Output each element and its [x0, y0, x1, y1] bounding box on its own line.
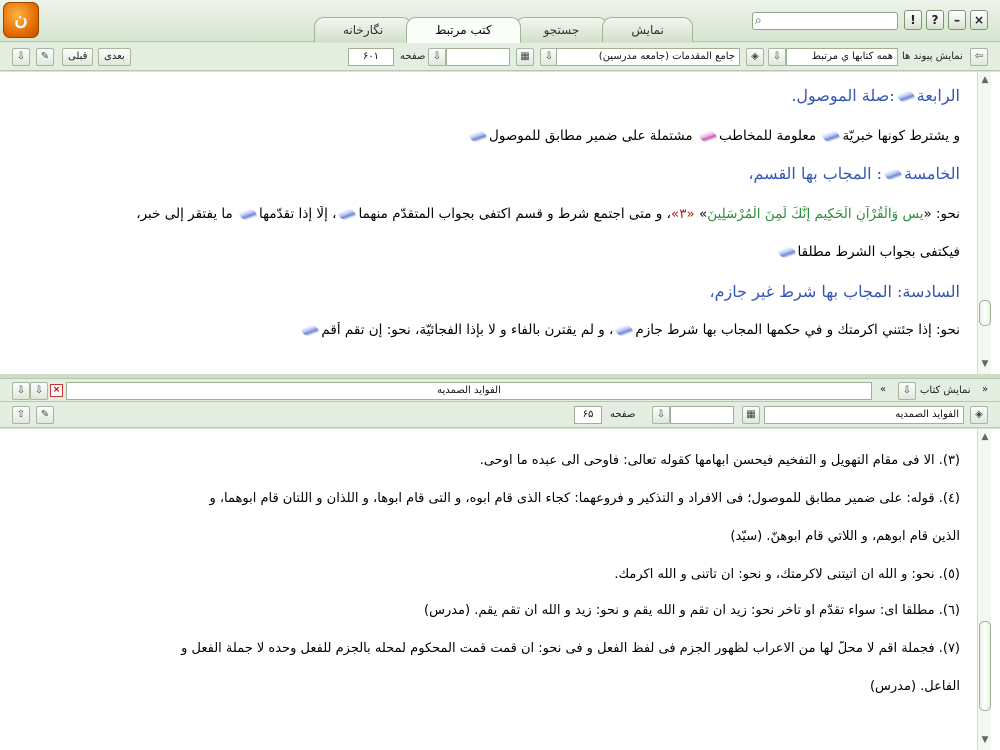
search-icon: ⌕: [755, 13, 762, 27]
up-arrow-icon[interactable]: ⇧: [12, 406, 30, 424]
close-button[interactable]: ×: [970, 10, 988, 30]
main-text-pane: [0, 72, 1000, 374]
note-pen-icon[interactable]: [338, 209, 356, 220]
title-bar: [0, 0, 1000, 42]
note-pen-icon[interactable]: [469, 131, 487, 142]
section-heading: الخامسة: المجاب بها القسم،: [748, 164, 960, 183]
scroll-up-icon[interactable]: ▲: [981, 432, 989, 442]
tag-icon[interactable]: ◈: [970, 406, 988, 424]
book-grid-icon[interactable]: ▦: [742, 406, 760, 424]
page-number-input[interactable]: ۶۰۱: [348, 48, 394, 66]
down-arrow-icon[interactable]: ⇩: [898, 382, 916, 400]
close-icon[interactable]: ×: [50, 384, 63, 397]
paragraph: نحو: إذا جئتني اكرمتك و في حكمها المجاب بها شرط جازم، و لم يقترن بالفاء و لا بإذا الفجائيّة، نحو: إن تقم أقم: [30, 322, 960, 338]
book-toolbar: [0, 43, 1000, 71]
scroll-down-icon[interactable]: ▼: [981, 359, 989, 369]
back-arrow-icon[interactable]: ⇦: [970, 48, 988, 66]
help-button[interactable]: ?: [926, 10, 944, 30]
tab-display[interactable]: نمایش: [602, 17, 693, 42]
quran-verse: يس وَالْقُرْآنِ الْحَكِيمِ إِنَّكَ لَمِنَ الْمُرْسَلِينَ: [707, 206, 924, 222]
paragraph: فيكتفى بجواب الشرط مطلقا: [30, 244, 960, 260]
note-pen-icon[interactable]: [699, 131, 717, 142]
page-search-input[interactable]: [446, 48, 510, 66]
next-button[interactable]: بعدى: [98, 48, 131, 66]
footnote-page-input[interactable]: ۶۵: [574, 406, 602, 424]
tab-gallery[interactable]: نگارخانه: [314, 17, 412, 42]
footnote-item: (٣). الّا فى مقام التهويل و التفخيم فيحسن ابهامها كقوله تعالى: فاوحى الى عبده ما اوحى.: [479, 453, 960, 468]
secondary-book-bar: [0, 378, 1000, 402]
down-arrow-icon[interactable]: ⇩: [768, 48, 786, 66]
section-heading: الرابعة:صلة الموصول.: [791, 86, 960, 105]
app-logo: ن: [3, 2, 39, 38]
book-grid-icon[interactable]: ▦: [516, 48, 534, 66]
links-label: نمایش پیوند ها: [902, 51, 963, 62]
alert-button[interactable]: !: [904, 10, 922, 30]
minimize-button[interactable]: –: [948, 10, 966, 30]
section-heading: السادسة: المجاب بها شرط غير جازم،: [709, 282, 960, 301]
secondary-book-title: الفوايد الصمديه: [66, 382, 872, 400]
footnote-item: (٦). مطلقا اى: سواء تقدّم او تأخر نحو: زيد ان تقم و اللّه يقم و نحو: زيد و اللّه ان تقم يقم. (مدرس): [424, 603, 960, 618]
wrench-icon[interactable]: ✎: [36, 48, 54, 66]
footnote-toolbar: [0, 402, 1000, 428]
note-pen-icon[interactable]: [615, 325, 633, 336]
vertical-scrollbar[interactable]: [977, 72, 991, 374]
related-books-select[interactable]: همه کتابها ي مرتبط: [786, 48, 898, 66]
prev-button[interactable]: قبلى: [62, 48, 93, 66]
down-arrow-icon[interactable]: ⇩: [652, 406, 670, 424]
tag-icon[interactable]: ◈: [746, 48, 764, 66]
footnote-search-input[interactable]: [670, 406, 734, 424]
note-pen-icon[interactable]: [778, 247, 796, 258]
scroll-thumb[interactable]: [979, 300, 991, 326]
tab-search[interactable]: جستجو: [515, 17, 609, 42]
note-pen-icon[interactable]: [822, 131, 840, 142]
footnotes-pane: [0, 429, 1000, 750]
footnote-ref[interactable]: «٣»: [670, 206, 695, 222]
note-pen-icon[interactable]: [301, 325, 319, 336]
quick-search-input[interactable]: [752, 12, 898, 30]
download-arrow-icon[interactable]: ⇩: [12, 48, 30, 66]
down-arrow-icon[interactable]: ⇩: [428, 48, 446, 66]
down-arrow-icon[interactable]: ⇩: [540, 48, 558, 66]
book-select[interactable]: جامع المقدمات (جامعه مدرسين): [556, 48, 740, 66]
footnote-item: (٤). قوله: على ضمير مطابق للموصول؛ فى الافراد و التذكير و فروعهما: كجاء الّذى قام ابوه، و الّتى قام ابوها، و اللّذان و اللتان قام ابوهما، و: [209, 491, 960, 506]
scroll-up-icon[interactable]: ▲: [981, 75, 989, 85]
footnote-book-field[interactable]: الفوايد الصمديه: [764, 406, 964, 424]
chevron-right-icon[interactable]: »: [982, 384, 989, 395]
page-label: صفحه: [610, 409, 636, 420]
vertical-scrollbar[interactable]: [977, 429, 991, 750]
chevron-left-icon[interactable]: «: [880, 384, 887, 395]
footnote-item: الّذين قام ابوهم، و اللّاتي قام ابوهنّ. (سيّد): [730, 529, 960, 544]
footnote-item: (٥). نحو: و اللّه ان اتيتنى لاكرمتك، و نحو: ان تأتنى و اللّه اكرمك.: [614, 567, 960, 582]
main-tabs: [320, 17, 693, 42]
paragraph: و يشترط كونها خبريّة معلومة للمخاطب مشتملة على ضمير مطابق للموصول: [30, 128, 960, 144]
tab-related-books[interactable]: کتب مرتبط: [406, 17, 520, 43]
show-book-label: نمايش كتاب: [920, 385, 971, 396]
page-label: صفحه: [400, 51, 426, 62]
paragraph: نحو: «يس وَالْقُرْآنِ الْحَكِيمِ إِنَّكَ لَمِنَ الْمُرْسَلِينَ» «٣»، و متى اجتمع شرط و قسم اكتفى بجواب المتقدّم منهما، إلّا إذا تقدّمها ما يفتقر إلى خبر،: [136, 206, 960, 222]
footnote-item: (٧). فجملة اقم لا محلّ لها من الاعراب لظهور الجزم فى لفظ الفعل و فى نحو: ان قمت قمت المحكوم لمحله بالجزم للفعل وحده لا جملة الفعل و: [181, 641, 960, 656]
scroll-down-icon[interactable]: ▼: [981, 735, 989, 745]
note-pen-icon[interactable]: [897, 91, 915, 102]
wrench-icon[interactable]: ✎: [36, 406, 54, 424]
scroll-thumb[interactable]: [979, 621, 991, 711]
footnote-item: الفاعل. (مدرس): [869, 679, 960, 694]
download-arrow-icon[interactable]: ⇩: [12, 382, 30, 400]
down-arrow-icon[interactable]: ⇩: [30, 382, 48, 400]
note-pen-icon[interactable]: [884, 169, 902, 180]
note-pen-icon[interactable]: [239, 209, 257, 220]
